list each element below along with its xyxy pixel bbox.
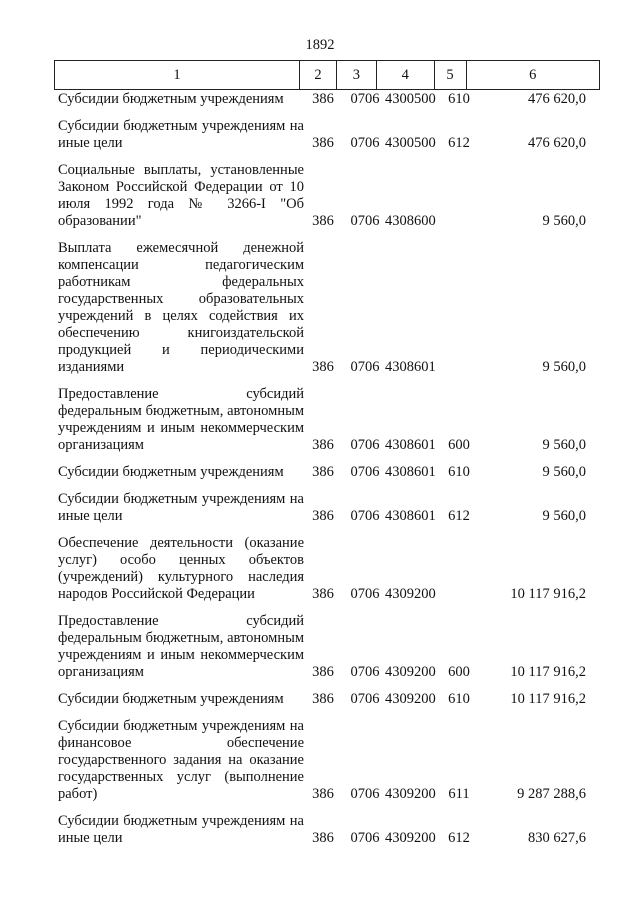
table-row (54, 162, 600, 230)
table-row (54, 718, 600, 803)
row-ministry-code: 386 (312, 830, 334, 846)
row-description: Предоставление субсидий федеральным бюджетным, автономным учреждениям и иным некоммерческим организациям (58, 613, 304, 680)
row-description: Выплата ежемесячной денежной компенсации педагогическим работникам федеральных государственных образовательных учреждений в целях содействия их обеспечению книгоиздательской продукцией и периодическими изданиями (58, 240, 304, 375)
row-amount: 10 117 916,2 (510, 691, 586, 707)
row-description: Субсидии бюджетным учреждениям на финансовое обеспечение государственного задания на оказание государственных услуг (выполнение работ) (58, 718, 304, 802)
row-amount: 9 560,0 (542, 437, 586, 453)
row-description: Субсидии бюджетным учреждениям (58, 91, 284, 107)
row-ministry-code: 386 (312, 91, 334, 107)
row-section-code: 0706 (350, 664, 380, 680)
table-header (54, 60, 600, 90)
row-amount: 476 620,0 (528, 135, 586, 151)
row-target-code: 4308600 (385, 213, 436, 229)
row-target-code: 4308601 (385, 437, 436, 453)
table-row (54, 91, 600, 108)
row-expense-type-code: 600 (448, 664, 470, 680)
table-row (54, 240, 600, 376)
row-ministry-code: 386 (312, 359, 334, 375)
row-expense-type-code: 611 (448, 786, 470, 802)
row-ministry-code: 386 (312, 691, 334, 707)
row-description: Субсидии бюджетным учреждениям (58, 464, 284, 480)
table-row (54, 118, 600, 152)
row-target-code: 4309200 (385, 830, 436, 846)
row-ministry-code: 386 (312, 437, 334, 453)
header-col-3: 3 (337, 61, 377, 89)
header-col-6: 6 (529, 67, 537, 83)
row-expense-type-code: 610 (448, 691, 470, 707)
table-row (54, 491, 600, 525)
row-amount: 9 560,0 (542, 508, 586, 524)
row-expense-type-code: 610 (448, 464, 470, 480)
row-expense-type-code: 612 (448, 135, 470, 151)
row-section-code: 0706 (350, 508, 380, 524)
row-amount: 10 117 916,2 (510, 586, 586, 602)
header-col-2: 2 (300, 61, 337, 89)
row-section-code: 0706 (350, 213, 380, 229)
row-description: Предоставление субсидий федеральным бюджетным, автономным учреждениям и иным некоммерческим организациям (58, 386, 304, 453)
row-description: Субсидии бюджетным учреждениям (58, 691, 284, 707)
row-amount: 9 560,0 (542, 359, 586, 375)
row-expense-type-code: 612 (448, 508, 470, 524)
row-expense-type-code: 610 (448, 91, 470, 107)
row-ministry-code: 386 (312, 464, 334, 480)
row-amount: 9 560,0 (542, 464, 586, 480)
row-section-code: 0706 (350, 135, 380, 151)
table-row (54, 386, 600, 454)
row-target-code: 4300500 (385, 135, 436, 151)
row-section-code: 0706 (350, 830, 380, 846)
row-ministry-code: 386 (312, 508, 334, 524)
row-description: Обеспечение деятельности (оказание услуг) особо ценных объектов (учреждений) культурного наследия народов Российской Федерации (58, 535, 304, 602)
header-col-1: 1 (55, 61, 300, 89)
row-ministry-code: 386 (312, 213, 334, 229)
row-target-code: 4309200 (385, 786, 436, 802)
row-target-code: 4309200 (385, 586, 436, 602)
row-target-code: 4308601 (385, 464, 436, 480)
row-amount: 476 620,0 (528, 91, 586, 107)
table-row (54, 464, 600, 481)
row-section-code: 0706 (350, 359, 380, 375)
row-section-code: 0706 (350, 786, 380, 802)
table-row (54, 613, 600, 681)
header-col-5: 5 (435, 61, 467, 89)
budget-table-body (54, 91, 600, 857)
table-row (54, 813, 600, 847)
row-section-code: 0706 (350, 691, 380, 707)
row-description: Субсидии бюджетным учреждениям на иные цели (58, 118, 304, 151)
row-amount: 830 627,6 (528, 830, 586, 846)
row-section-code: 0706 (350, 91, 380, 107)
row-section-code: 0706 (350, 586, 380, 602)
row-ministry-code: 386 (312, 586, 334, 602)
row-section-code: 0706 (350, 437, 380, 453)
row-description: Субсидии бюджетным учреждениям на иные цели (58, 813, 304, 846)
header-col-4: 4 (377, 61, 435, 89)
row-expense-type-code: 600 (448, 437, 470, 453)
row-target-code: 4308601 (385, 508, 436, 524)
row-ministry-code: 386 (312, 786, 334, 802)
table-row (54, 535, 600, 603)
row-amount: 9 287 288,6 (517, 786, 586, 802)
table-row (54, 691, 600, 708)
row-ministry-code: 386 (312, 135, 334, 151)
row-target-code: 4309200 (385, 691, 436, 707)
row-amount: 10 117 916,2 (510, 664, 586, 680)
row-ministry-code: 386 (312, 664, 334, 680)
page-number: 1892 (305, 37, 335, 53)
row-amount: 9 560,0 (542, 213, 586, 229)
row-description: Субсидии бюджетным учреждениям на иные цели (58, 491, 304, 524)
row-expense-type-code: 612 (448, 830, 470, 846)
row-section-code: 0706 (350, 464, 380, 480)
row-description: Социальные выплаты, установленные Законом Российской Федерации от 10 июля 1992 года № 3266-I "Об образовании" (58, 162, 304, 229)
row-target-code: 4309200 (385, 664, 436, 680)
row-target-code: 4308601 (385, 359, 436, 375)
row-target-code: 4300500 (385, 91, 436, 107)
